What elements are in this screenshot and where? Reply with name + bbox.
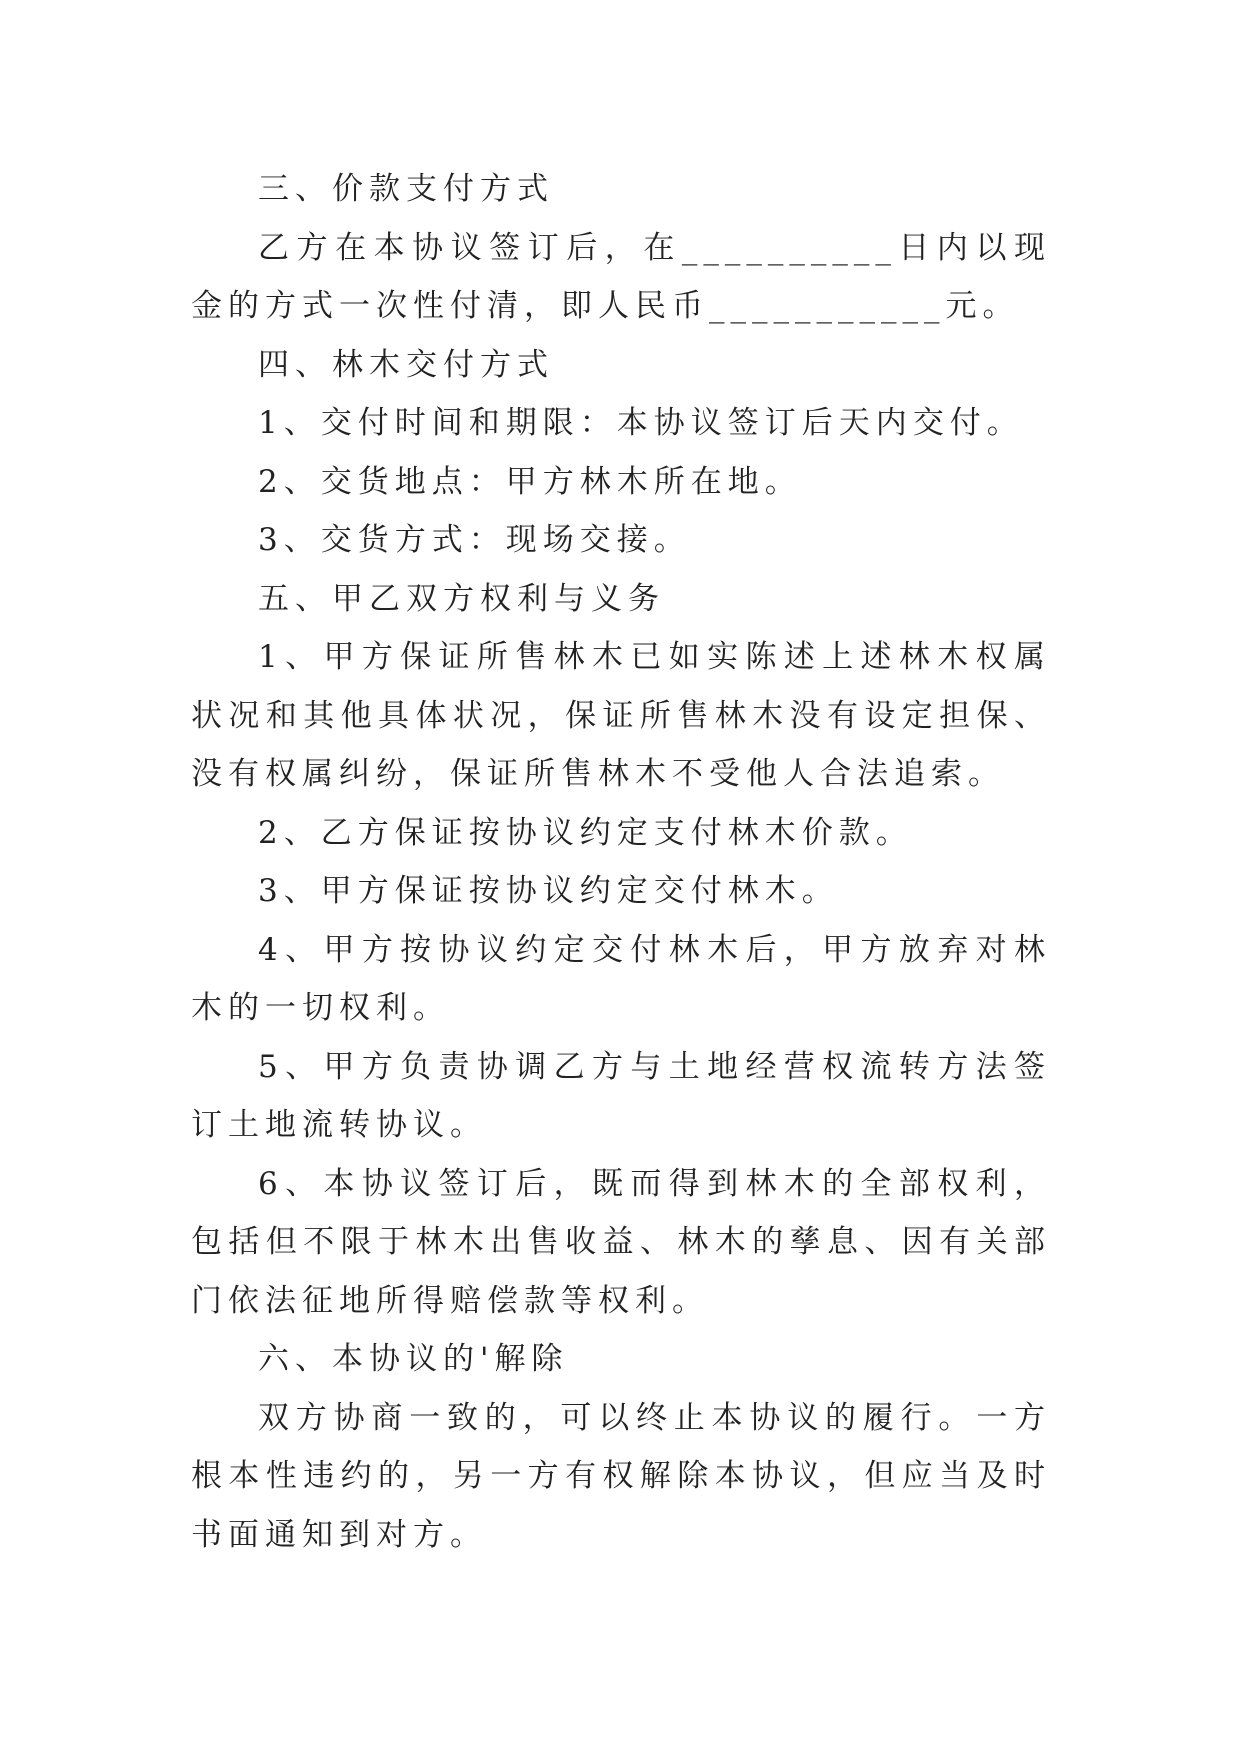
section-heading-payment: 三、价款支付方式 (258, 171, 554, 207)
paragraph-obligation-1: 1、甲方保证所售林木已如实陈述上述林木权属状况和其他具体状况，保证所售林木没有设定担保、没有权属纠纷，保证所售林木不受他人合法追索。 (191, 639, 1051, 792)
section-heading-delivery: 四、林木交付方式 (258, 346, 554, 383)
paragraph-delivery-time: 1、交付时间和期限：本协议签订后天内交付。 (258, 405, 1024, 441)
paragraph-obligation-2: 2、乙方保证按协议约定支付林木价款。 (258, 814, 913, 851)
paragraph-obligation-6: 6、本协议签订后，既而得到林木的全部权利，包括但不限于林木出售收益、林木的孳息、因有关部门依法征地所得赔偿款等权利。 (191, 1165, 1051, 1319)
paragraph-payment-terms: 乙方在本协议签订后，在__________日内以现金的方式一次性付清，即人民币___________元。 (191, 229, 1051, 324)
section-heading-termination: 六、本协议的'解除 (258, 1341, 569, 1377)
paragraph-obligation-3: 3、甲方保证按协议约定交付林木。 (258, 873, 839, 909)
section-heading-rights-obligations: 五、甲乙双方权利与义务 (258, 580, 665, 617)
paragraph-delivery-method: 3、交货方式：现场交接。 (258, 522, 691, 558)
paragraph-obligation-4: 4、甲方按协议约定交付林木后，甲方放弃对林木的一切权利。 (191, 931, 1051, 1026)
paragraph-termination-terms: 双方协商一致的，可以终止本协议的履行。一方根本性违约的，另一方有权解除本协议，但应当及时书面通知到对方。 (191, 1399, 1051, 1553)
document-body (191, 160, 1051, 1564)
paragraph-obligation-5: 5、甲方负责协调乙方与土地经营权流转方法签订土地流转协议。 (191, 1048, 1051, 1143)
paragraph-delivery-place: 2、交货地点：甲方林木所在地。 (258, 463, 802, 500)
